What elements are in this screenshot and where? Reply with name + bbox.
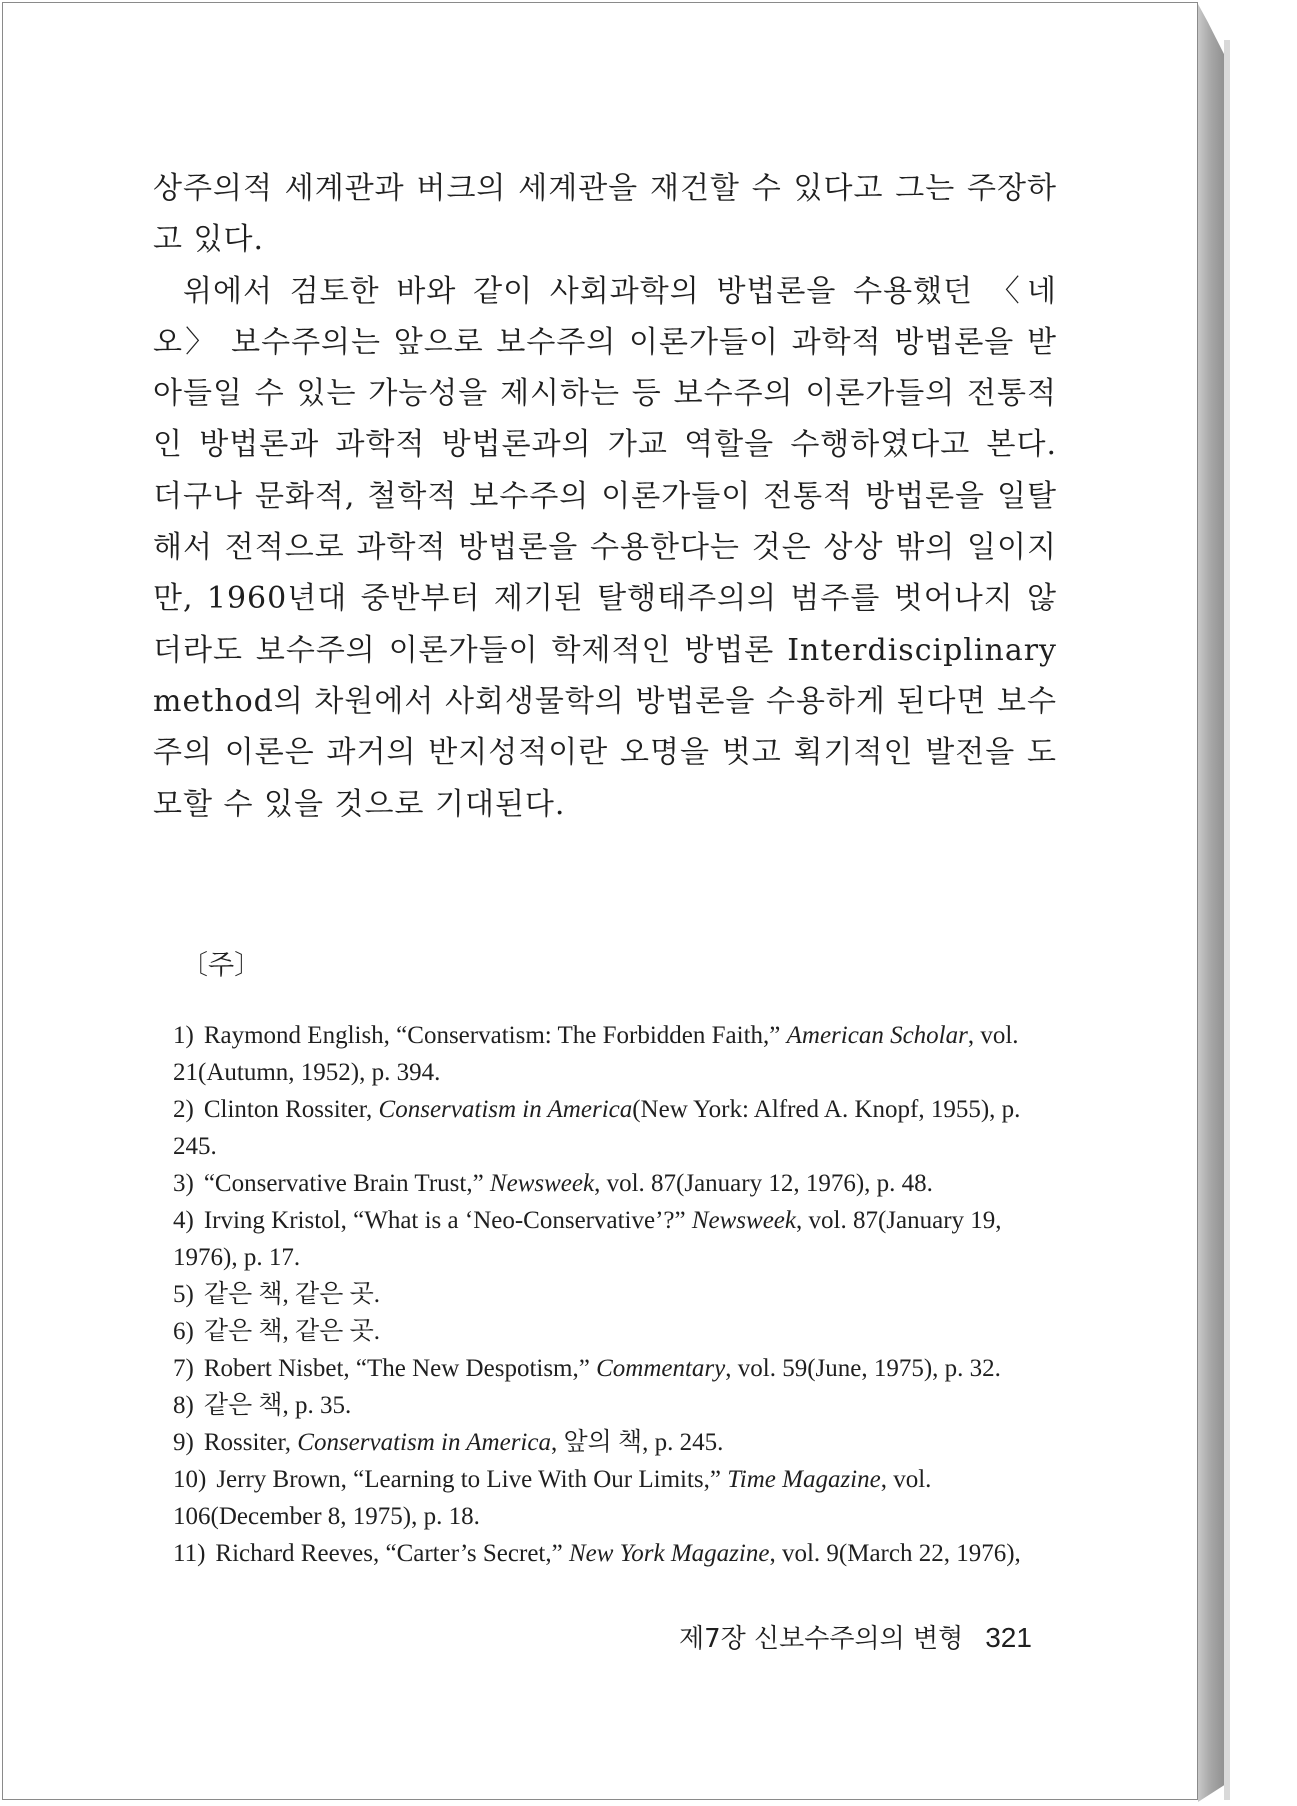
footnote-number: 10): [173, 1466, 207, 1493]
footnote-text: Robert Nisbet, “The New Despotism,”: [203, 1355, 597, 1382]
footnote-details: , vol. 9(March 22, 1976),: [769, 1540, 1021, 1567]
footnote-details: , vol. 87(January 19, 1976), p. 17.: [173, 1207, 1002, 1271]
footnote: [173, 1387, 1058, 1424]
footnote: [173, 1165, 1058, 1202]
paragraph-2: 위에서 검토한 바와 같이 사회과학의 방법론을 수용했던 〈네오〉 보수주의는 앞으로 보수주의 이론가들이 과학적 방법론을 받아들일 수 있는 가능성을 제시하는 등 보수주의 이론가들의 전통적인 방법론과 과학적 방법론과의 가교 역할을 수행하였다고 본다. 더구나 문화적, 철학적 보수주의 이론가들이 전통적 방법론을 일탈해서 전적으로 과학적 방법론을 수용한다는 것은 상상 밖의 일이지만, 1960년대 중반부터 제기된 탈행태주의의 범주를 벗어나지 않더라도 보수주의 이론가들이 학제적인 방법론 Interdisciplinary method의 차원에서 사회생물학의 방법론을 수용하게 된다면 보수주의 이론은 과거의 반지성적이란 오명을 벗고 획기적인 발전을 도모할 수 있을 것으로 기대된다.: [153, 273, 1057, 822]
footnote-number: 3): [173, 1170, 194, 1197]
footnote-text: Richard Reeves, “Carter’s Secret,”: [215, 1540, 569, 1567]
footnote-number: 8): [173, 1392, 194, 1419]
footnote-title: Conservatism in America: [297, 1429, 551, 1456]
footnote: [173, 1424, 1058, 1461]
footnote: [173, 1461, 1058, 1535]
chapter-title: 제7장 신보수주의의 변형: [679, 1624, 964, 1654]
footnote-text: 같은 책, p. 35.: [203, 1392, 352, 1419]
footnote-number: 2): [173, 1096, 194, 1123]
footnote-title: American Scholar: [786, 1022, 968, 1049]
footnote-number: 1): [173, 1022, 194, 1049]
footnote-text: Irving Kristol, “What is a ‘Neo-Conservative’?”: [203, 1207, 692, 1234]
footnote-text: Rossiter,: [203, 1429, 298, 1456]
footnote-title: Commentary: [596, 1355, 726, 1382]
footnote-details: , vol. 59(June, 1975), p. 32.: [725, 1355, 1001, 1382]
footnote-details: , 앞의 책, p. 245.: [550, 1429, 724, 1456]
footnote-details: , vol. 87(January 12, 1976), p. 48.: [594, 1170, 933, 1197]
footnote: [173, 1017, 1058, 1091]
footnote-number: 6): [173, 1318, 194, 1345]
footnote-text: “Conservative Brain Trust,”: [203, 1170, 490, 1197]
footnote-title: Conservatism in America: [378, 1096, 633, 1123]
running-footer: [679, 1618, 1032, 1655]
footnote-number: 4): [173, 1207, 194, 1234]
footnote-number: 9): [173, 1429, 194, 1456]
footnote-details: , vol. 106(December 8, 1975), p. 18.: [173, 1466, 932, 1530]
footnote-text: Clinton Rossiter,: [203, 1096, 379, 1123]
notes-heading: 〔주〕: [181, 950, 262, 981]
page-edge-decoration: [1198, 4, 1226, 1802]
page-shadow-decoration: [1224, 40, 1230, 1800]
footnote-details: (New York: Alfred A. Knopf, 1955), p. 245.: [173, 1096, 1021, 1160]
footnote: [173, 1091, 1058, 1165]
footnote: [173, 1202, 1058, 1276]
footnote-title: Newsweek: [691, 1207, 796, 1234]
footnote-text: Jerry Brown, “Learning to Live With Our Limits,”: [216, 1466, 728, 1493]
footnote-number: 7): [173, 1355, 194, 1382]
footnote-title: Newsweek: [489, 1170, 595, 1197]
footnote: [173, 1350, 1058, 1387]
footnotes-list: [173, 1017, 1058, 1572]
footnote-title: Time Magazine: [727, 1466, 881, 1493]
footnote: [173, 1276, 1058, 1313]
page-sheet: [2, 2, 1198, 1800]
footnote-number: 5): [173, 1281, 194, 1308]
footnote-title: New York Magazine: [568, 1540, 770, 1567]
footnote: [173, 1313, 1058, 1350]
page-number: 321: [985, 1622, 1032, 1653]
main-text: [153, 163, 1057, 830]
footnote-text: 같은 책, 같은 곳.: [203, 1318, 380, 1345]
footnote-text: Raymond English, “Conservatism: The Forbidden Faith,”: [203, 1022, 787, 1049]
footnote-details: , vol. 21(Autumn, 1952), p. 394.: [173, 1022, 1019, 1086]
footnote: [173, 1535, 1058, 1572]
footnote-text: 같은 책, 같은 곳.: [203, 1281, 380, 1308]
paragraph-1: 상주의적 세계관과 버크의 세계관을 재건할 수 있다고 그는 주장하고 있다.: [153, 171, 1057, 258]
footnote-number: 11): [173, 1540, 206, 1567]
